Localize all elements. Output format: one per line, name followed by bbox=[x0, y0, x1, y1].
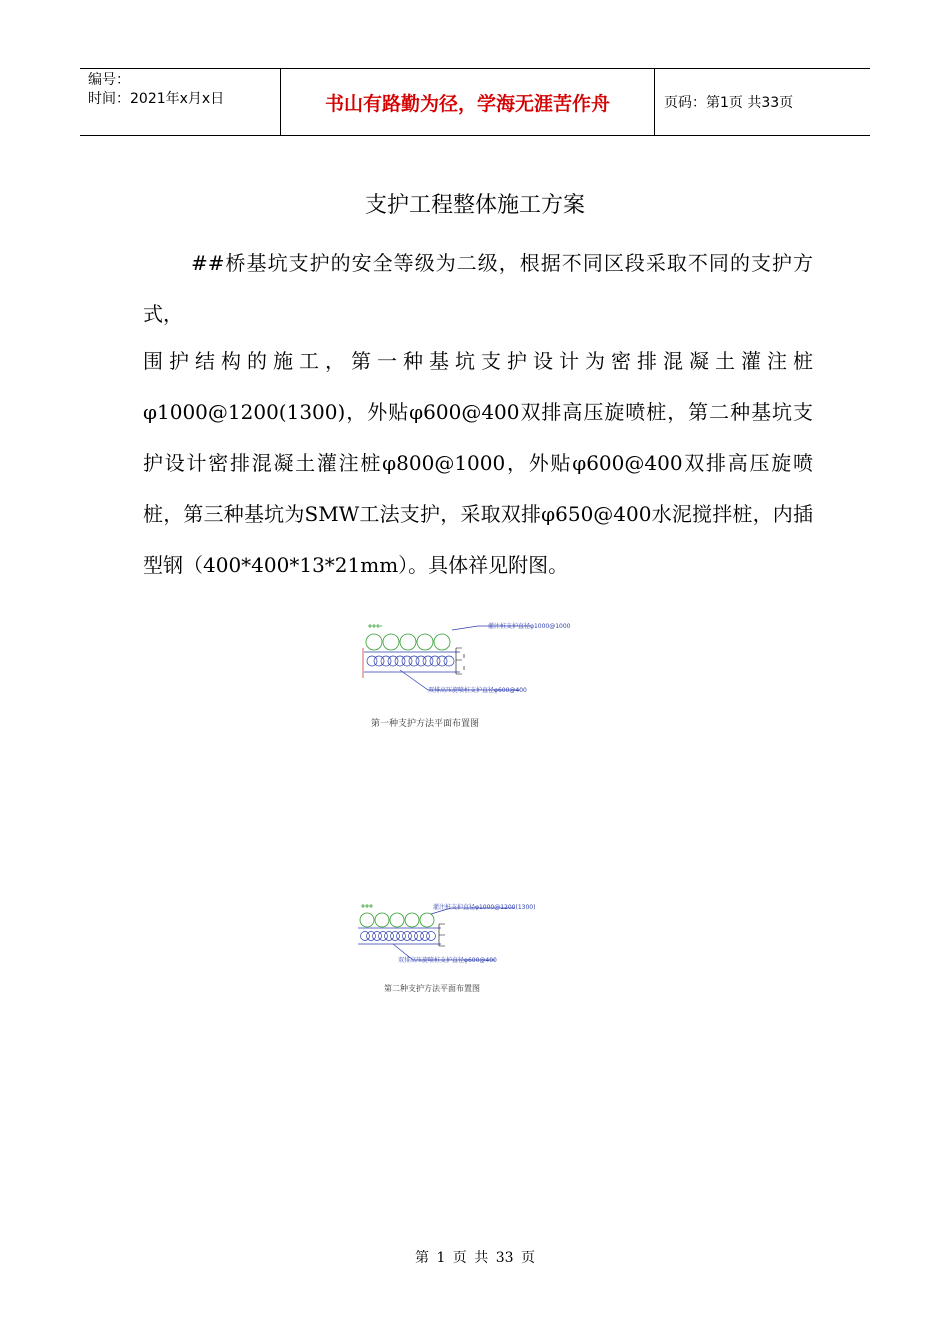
figure-1-top-label: 灌注桩支护直径φ1000@1000 bbox=[488, 623, 571, 630]
paragraph-1: ##桥基坑支护的安全等级为二级，根据不同区段采取不同的支护方式， bbox=[143, 251, 813, 326]
figure-2-large-piles bbox=[360, 904, 434, 927]
figure-2-top-label: 灌注桩支护直径φ1000@1200(1300) bbox=[433, 904, 536, 911]
figure-2-jet-piles bbox=[358, 908, 515, 960]
header-motto: 书山有路勤为径，学海无涯苦作舟 bbox=[281, 69, 655, 135]
figure-1-large-piles bbox=[366, 624, 450, 650]
number-label: 编号： bbox=[88, 72, 130, 88]
header-meta bbox=[80, 69, 281, 135]
page-header bbox=[80, 68, 870, 136]
figure-2-dimension-lines bbox=[439, 924, 445, 946]
page-footer: 第 1 页 共 33 页 bbox=[415, 1250, 535, 1266]
figure-1-bottom-label: 双排高压旋喷桩支护直径φ600@400 bbox=[428, 687, 527, 694]
date-label: 时间：2021年x月x日 bbox=[88, 91, 225, 107]
figure-2-caption: 第二种支护方法平面布置图 bbox=[384, 984, 480, 993]
header-page-info: 页码：第1页 共33页 bbox=[664, 95, 794, 111]
figure-1-caption: 第一种支护方法平面布置图 bbox=[371, 719, 480, 729]
figure-2-bottom-label: 双排高压旋喷桩支护直径φ600@400 bbox=[398, 957, 497, 964]
document-title: 支护工程整体施工方案 bbox=[364, 193, 585, 218]
paragraph-2: 围护结构的施工，第一种基坑支护设计为密排混凝土灌注桩φ1000@1200(1300)，外贴φ600@400双排高压旋喷桩，第二种基坑支护设计密排混凝土灌注桩φ800@1000，外贴φ600@400双排高压旋喷桩，第三种基坑为SMW工法支护，采取双排φ650@400水泥搅拌桩，内插型钢（400*400*13*21mm）。具体祥见附图。 bbox=[143, 349, 813, 577]
